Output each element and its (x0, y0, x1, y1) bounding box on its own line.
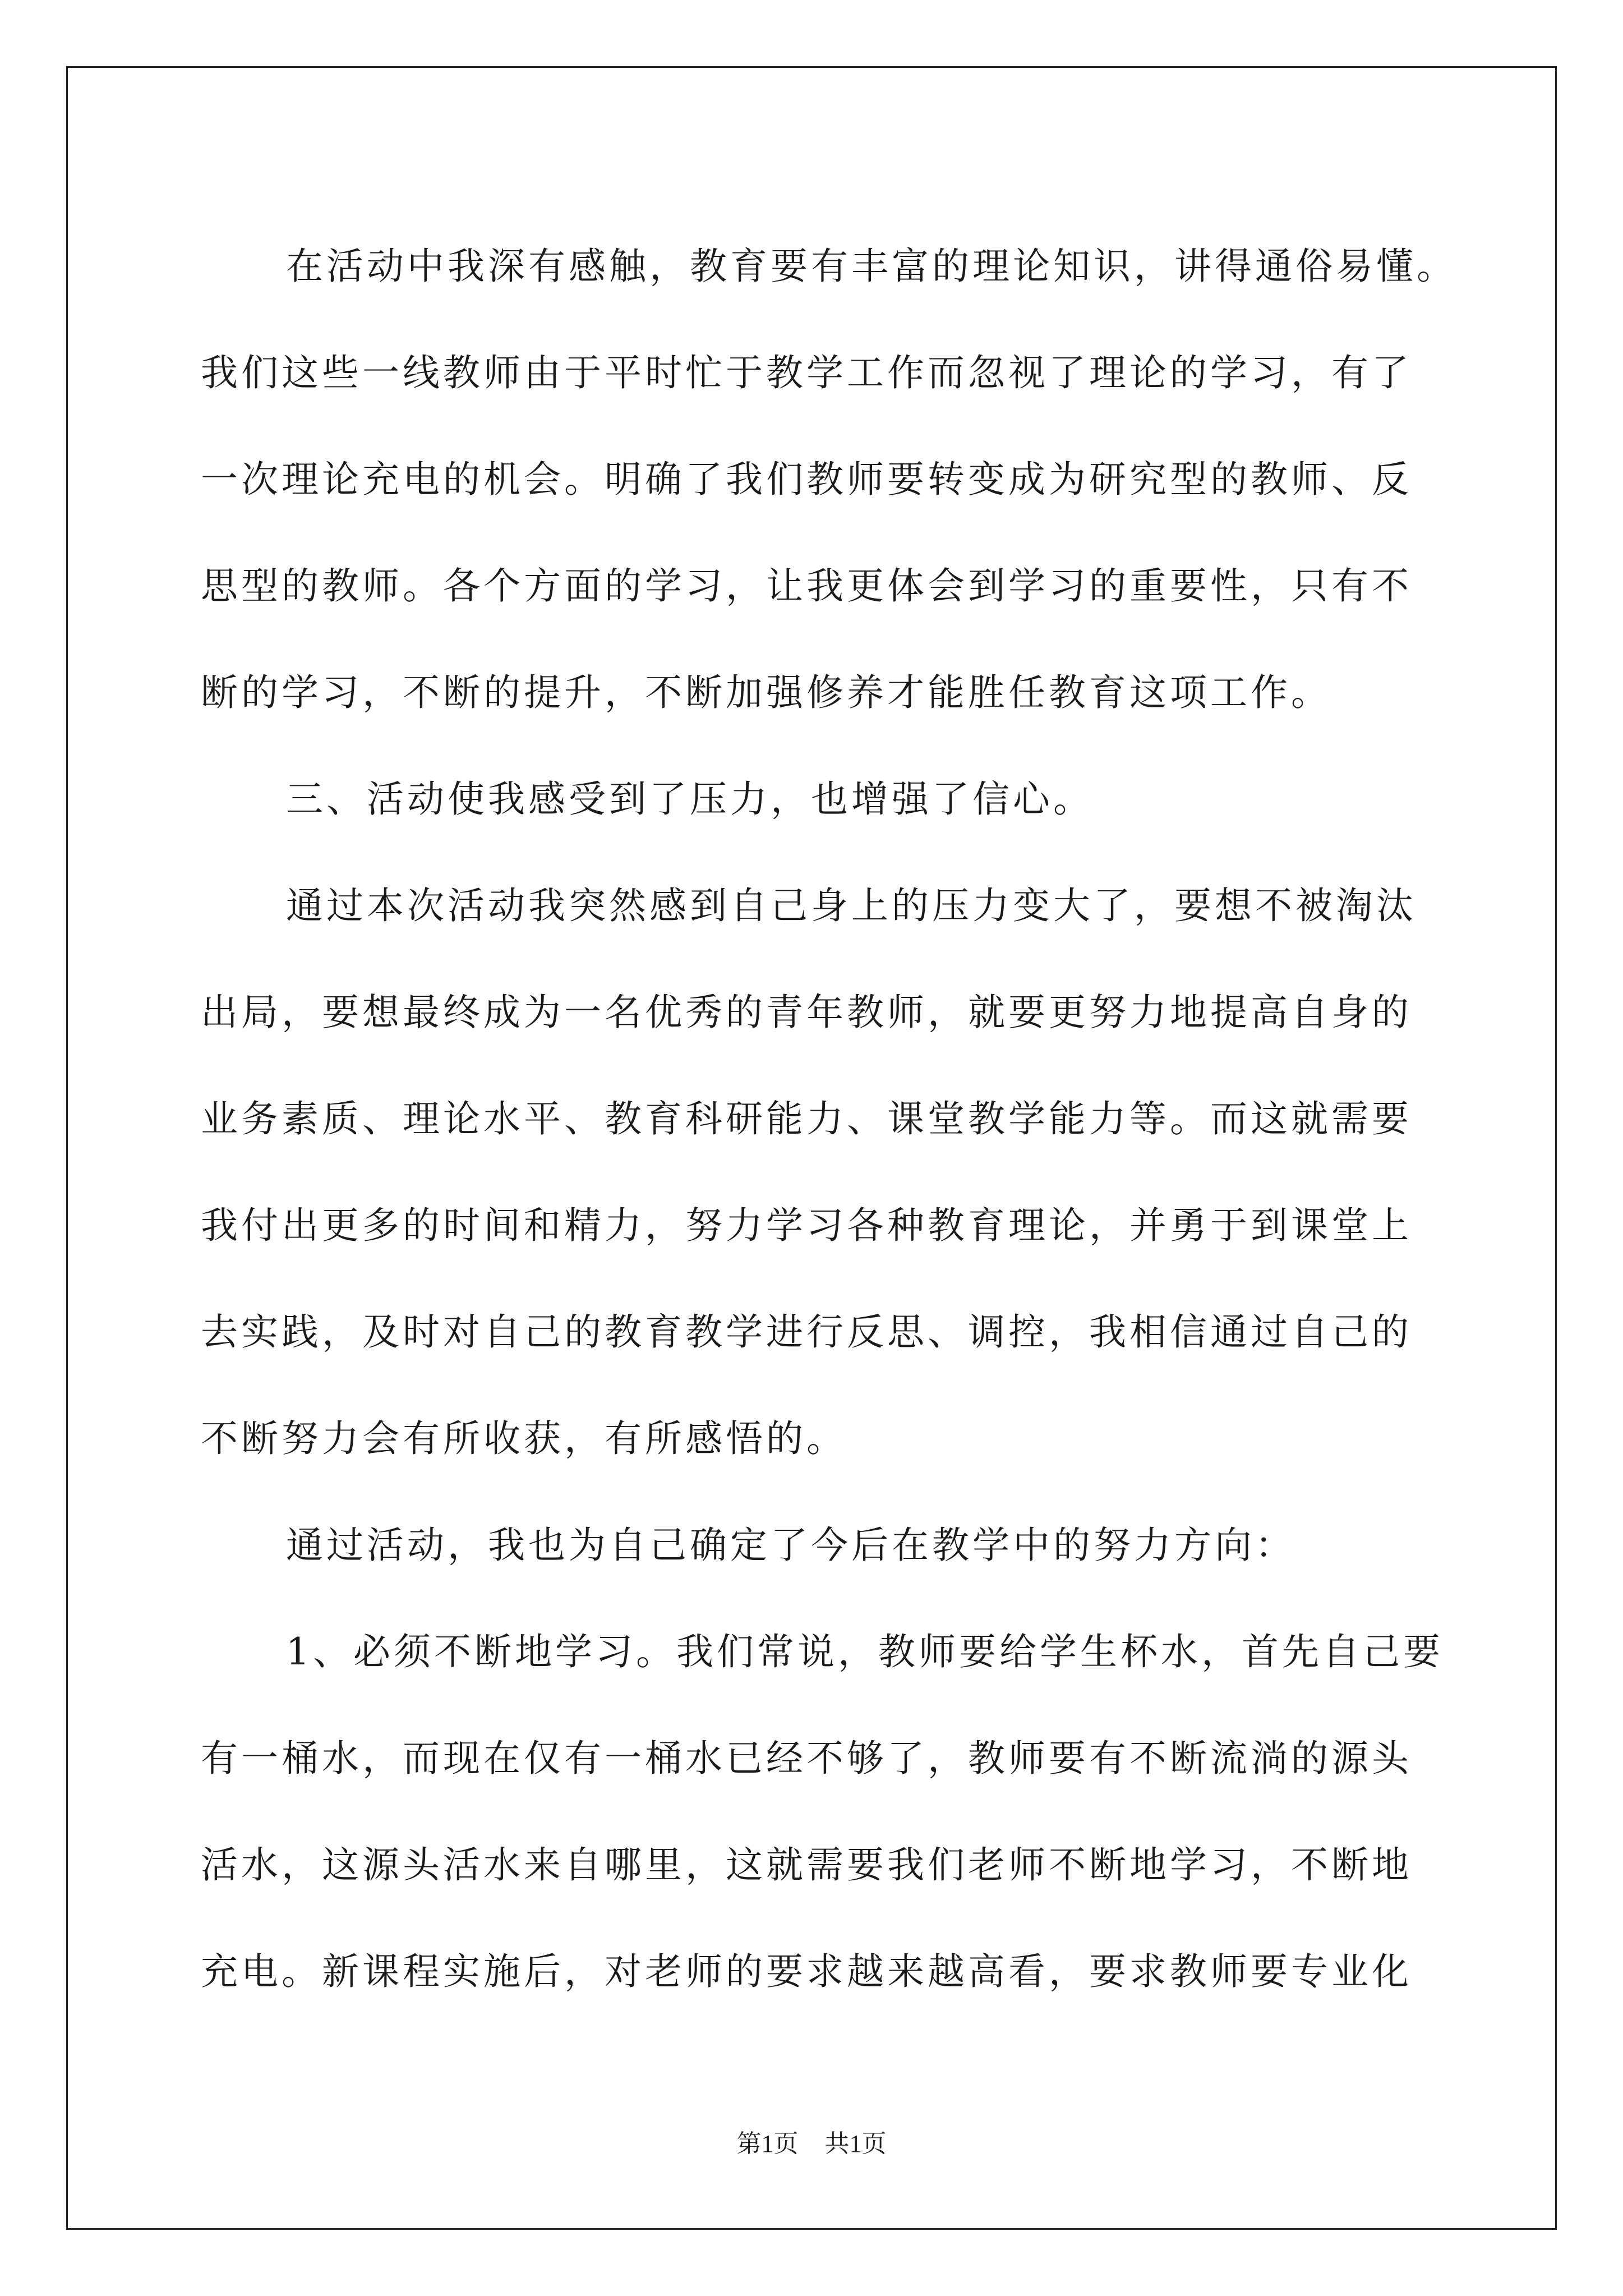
text-line: 不断努力会有所收获，有所感悟的。 (201, 1417, 847, 1460)
text-line: 在活动中我深有感触，教育要有丰富的理论知识，讲得通俗易懂。 (286, 245, 1457, 288)
list-item: 1、必须不断地学习。我们常说，教师要给学生杯水，首先自己要 (286, 1630, 1444, 1673)
text-line: 有一桶水，而现在仅有一桶水已经不够了，教师要有不断流淌的源头 (201, 1737, 1412, 1780)
text-line: 通过活动，我也为自己确定了今后在教学中的努力方向： (286, 1524, 1295, 1567)
page-footer (0, 2123, 1623, 2159)
text-line: 通过本次活动我突然感到自己身上的压力变大了，要想不被淘汰 (286, 884, 1417, 927)
page-total: 共1页 (824, 2130, 887, 2157)
text-line: 活水，这源头活水来自哪里，这就需要我们老师不断地学习，不断地 (201, 1843, 1412, 1887)
document-body (201, 213, 1457, 2025)
text-line: 去实践，及时对自己的教育教学进行反思、调控，我相信通过自己的 (201, 1310, 1412, 1354)
section-heading: 三、活动使我感受到了压力，也增强了信心。 (286, 777, 1094, 821)
text-line: 业务素质、理论水平、教育科研能力、课堂教学能力等。而这就需要 (201, 1097, 1412, 1140)
text-line: 断的学习，不断的提升，不断加强修养才能胜任教育这项工作。 (201, 671, 1331, 714)
text-line: 充电。新课程实施后，对老师的要求越来越高看，要求教师要专业化 (201, 1950, 1412, 1993)
text-line: 我们这些一线教师由于平时忙于教学工作而忽视了理论的学习，有了 (201, 351, 1412, 394)
text-line: 我付出更多的时间和精力，努力学习各种教育理论，并勇于到课堂上 (201, 1204, 1412, 1247)
page-number: 第1页 (736, 2130, 799, 2157)
text-line: 思型的教师。各个方面的学习，让我更体会到学习的重要性，只有不 (201, 564, 1412, 608)
text-line: 出局，要想最终成为一名优秀的青年教师，就要更努力地提高自身的 (201, 991, 1412, 1034)
text-line: 一次理论充电的机会。明确了我们教师要转变成为研究型的教师、反 (201, 458, 1412, 501)
